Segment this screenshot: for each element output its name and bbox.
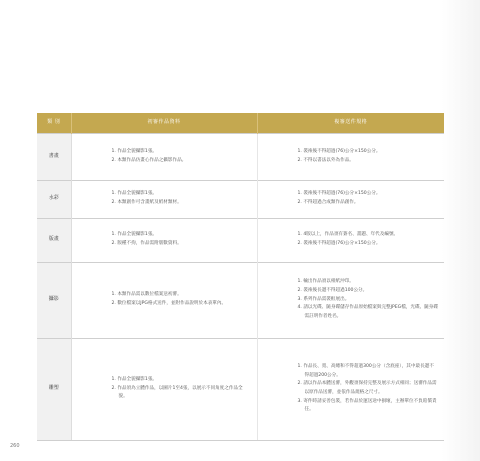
final-cell xyxy=(257,218,444,262)
category-cell: 雕塑 xyxy=(37,338,71,440)
table-header-row xyxy=(37,113,444,133)
category-cell: 書畫 xyxy=(37,133,71,180)
list-item: 2. 請以作品本體送審，外觀須保持完整及展示方式相同；送審作品需以原作品送審，並依作品規格之尺寸。 xyxy=(297,381,437,395)
list-item: 2. 數位檔案以JPG格式送件，並附作品說明於本表單內。 xyxy=(111,301,227,306)
table-row xyxy=(37,133,444,180)
final-cell xyxy=(257,133,444,180)
list-item: 2. 裝裱後長邊不得超過100公分。 xyxy=(297,287,368,293)
list-item: 1. 裝裱後不得超過(76)公分×150公分。 xyxy=(297,191,381,197)
list-item: 1. 輸出作品須以相紙沖印。 xyxy=(297,279,354,285)
list-item: 3. 寄件時請妥善包裝，若作品於運送途中損壞，主辦單位不負賠償責任。 xyxy=(297,398,437,413)
list-item: 2. 不得以書法以外為作品。 xyxy=(297,157,354,163)
initial-cell xyxy=(71,262,257,338)
list-item: 1. 作品全貌攝影1張。 xyxy=(111,376,158,382)
list-item: 2. 本類創作可含畫紙及紙材類材。 xyxy=(111,200,182,205)
final-cell xyxy=(257,338,444,440)
table-row xyxy=(37,218,444,262)
list-item: 1. 作品全貌攝影1張。 xyxy=(111,232,158,238)
list-item: 2. 版種不拘，作品需附版數資料。 xyxy=(111,241,182,246)
final-cell xyxy=(257,180,444,218)
table-row xyxy=(37,262,444,338)
list-item: 1. 作品全貌攝影1張。 xyxy=(111,148,158,154)
list-item: 1. 本類作品需以數位檔案送初審。 xyxy=(111,292,182,298)
header-category: 類 別 xyxy=(37,113,71,133)
initial-cell xyxy=(71,180,257,218)
category-cell: 攝影 xyxy=(37,262,71,338)
list-item: 1. 裝裱後不得超過(76)公分×150公分。 xyxy=(297,148,381,154)
initial-cell xyxy=(71,133,257,180)
category-cell: 水彩 xyxy=(37,180,71,218)
list-item: 2. 裝裱後不得超過(76)公分×150公分。 xyxy=(297,241,381,246)
table-row xyxy=(37,180,444,218)
page-number: 260 xyxy=(10,443,20,449)
final-cell xyxy=(257,262,444,338)
header-initial-review: 初審作品資料 xyxy=(71,113,257,133)
list-item: 2. 本類作品仿畫心作品之攝影作品。 xyxy=(111,157,187,163)
requirements-table xyxy=(37,113,444,441)
list-item: 1. 作品長、寬、高總和不得超過300公分（含底座），其中最長邊不得超過200公分。 xyxy=(297,363,434,378)
header-final-review: 複審送件規格 xyxy=(257,113,444,133)
initial-cell xyxy=(71,218,257,262)
table-row xyxy=(37,338,444,440)
category-cell: 版畫 xyxy=(37,218,71,262)
initial-cell xyxy=(71,338,257,440)
list-item: 2. 不得超過合成類作品創作。 xyxy=(297,200,359,205)
list-item: 3. 系列作品需裝框展出。 xyxy=(297,296,350,302)
list-item: 1. 作品全貌攝影1張。 xyxy=(111,191,158,197)
list-item: 2. 作品須為立體作品，以圖片1至4張，以展示不同角度之作品全貌。 xyxy=(111,385,243,400)
list-item: 1. 4版以上，作品須有簽名、畫題、年代及編號。 xyxy=(297,232,399,238)
list-item: 4. 請以光碟、隨身碟儲存作品原始檔案與完整JPEG檔，光碟、隨身碟需註明作者姓名。 xyxy=(297,305,438,320)
